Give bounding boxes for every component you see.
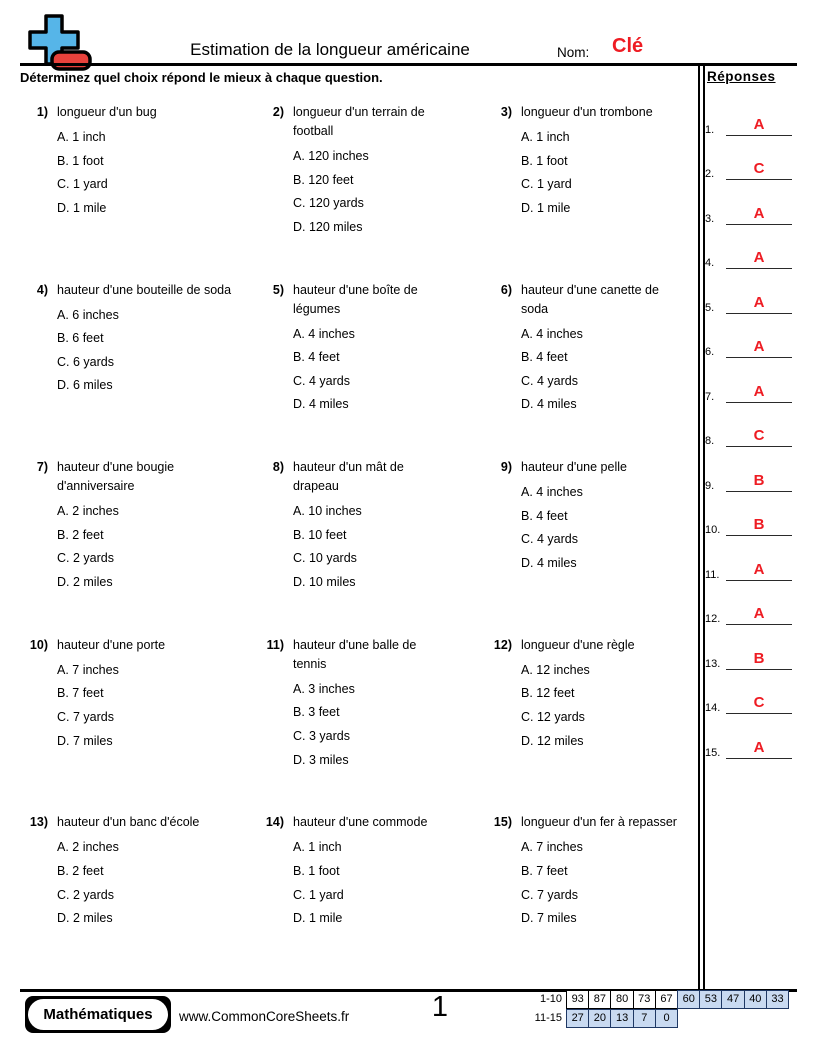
answer-blank-line <box>726 293 792 314</box>
answer-item <box>704 98 795 143</box>
question-block <box>486 630 698 808</box>
answer-letter: B <box>753 649 765 667</box>
question-number: 1) <box>36 105 48 119</box>
question-options <box>521 126 653 220</box>
answer-blank-line <box>726 248 792 269</box>
question-option: C. 2 yards <box>57 887 114 902</box>
question-number: 5) <box>272 282 284 297</box>
question-option: A. 4 inches <box>521 326 583 341</box>
question-option: B. 1 foot <box>57 153 104 168</box>
question-number: 13) <box>29 815 48 830</box>
question-option: A. 10 inches <box>293 504 362 519</box>
answer-item <box>704 143 795 188</box>
question-option: C. 3 yards <box>293 728 350 743</box>
question-block <box>486 452 698 630</box>
answer-letter: A <box>753 204 765 222</box>
question-option: D. 7 miles <box>521 911 577 926</box>
score-cell: 87 <box>588 990 611 1009</box>
question-option: A. 7 inches <box>521 840 583 855</box>
question-option: B. 10 feet <box>293 527 347 542</box>
answer-number: 7. <box>705 390 715 403</box>
question-text: hauteur d'une bougie d'anniversaire <box>57 460 175 494</box>
answer-letter: C <box>753 160 765 177</box>
question-option: A. 6 inches <box>57 307 119 322</box>
answer-blank-line <box>726 693 792 714</box>
question-number: 12) <box>493 637 512 652</box>
question-body <box>521 636 635 808</box>
answer-item <box>704 232 795 277</box>
answer-letter: A <box>753 115 765 133</box>
answer-number: 15. <box>705 746 721 759</box>
question-row <box>22 630 698 808</box>
question-block <box>258 452 486 630</box>
question-text: hauteur d'une bouteille de soda <box>57 282 232 297</box>
answer-number: 3. <box>705 212 715 225</box>
question-body <box>57 636 165 808</box>
answer-letter: C <box>753 427 765 444</box>
score-cell: 13 <box>610 1009 633 1028</box>
question-body <box>293 458 451 630</box>
question-option: D. 3 miles <box>293 752 349 767</box>
score-cell: 33 <box>766 990 789 1009</box>
question-option: D. 12 miles <box>521 733 584 748</box>
answer-item <box>704 410 795 455</box>
question-option: B. 7 feet <box>521 863 568 878</box>
question-option: C. 120 yards <box>293 196 364 211</box>
question-text: longueur d'un fer à repasser <box>521 815 677 830</box>
answer-item <box>704 499 795 544</box>
question-option: B. 12 feet <box>521 686 575 701</box>
question-options <box>293 678 451 772</box>
name-label: Nom: <box>557 45 590 60</box>
question-body <box>521 458 627 630</box>
header-divider <box>20 63 797 66</box>
question-options <box>293 145 451 239</box>
question-row <box>22 97 698 275</box>
question-option: B. 3 feet <box>293 705 340 720</box>
question-options <box>57 836 199 930</box>
answer-letter: A <box>753 605 765 622</box>
question-options <box>57 304 231 398</box>
answer-number: 2. <box>705 168 715 180</box>
question-block <box>258 807 486 985</box>
answer-blank-line <box>726 337 792 358</box>
question-option: D. 120 miles <box>293 219 363 234</box>
question-option: B. 1 foot <box>521 153 568 168</box>
page-number: 1 <box>431 991 449 1023</box>
question-option: D. 7 miles <box>57 733 113 748</box>
score-cell: 40 <box>744 990 767 1009</box>
question-number: 6) <box>500 282 512 297</box>
answer-letter: A <box>753 249 765 266</box>
score-cell: 47 <box>721 990 744 1009</box>
answers-list <box>704 98 795 766</box>
score-row-label: 1-10 <box>539 993 562 1005</box>
answer-letter: B <box>753 516 765 533</box>
score-row <box>520 1009 789 1028</box>
question-option: C. 4 yards <box>293 373 350 388</box>
score-cells <box>566 990 789 1009</box>
question-option: A. 120 inches <box>293 149 369 163</box>
question-option: A. 1 inch <box>521 130 570 144</box>
answer-number: 5. <box>705 301 715 314</box>
score-cell: 7 <box>633 1009 656 1028</box>
score-table <box>520 990 789 1028</box>
question-option: A. 3 inches <box>293 681 355 696</box>
score-cell: 80 <box>610 990 633 1009</box>
question-number: 9) <box>500 460 512 475</box>
answer-number: 8. <box>705 435 715 447</box>
question-options <box>521 659 635 753</box>
question-options <box>521 481 627 575</box>
answer-item <box>704 588 795 633</box>
question-option: D. 4 miles <box>521 555 577 570</box>
question-block <box>22 275 258 453</box>
question-block <box>22 630 258 808</box>
question-option: D. 6 miles <box>57 378 113 393</box>
answer-number: 12. <box>705 613 721 625</box>
question-text: hauteur d'une pelle <box>521 460 627 475</box>
question-option: B. 2 feet <box>57 527 104 542</box>
question-option: C. 6 yards <box>57 354 114 369</box>
answer-blank-line <box>726 426 792 447</box>
answer-blank-line <box>726 515 792 536</box>
question-text: hauteur d'une commode <box>293 815 428 830</box>
question-number: 7) <box>36 460 48 475</box>
answer-item <box>704 677 795 722</box>
question-option: C. 4 yards <box>521 373 578 388</box>
answer-blank-line <box>726 204 792 225</box>
score-cell: 20 <box>588 1009 611 1028</box>
question-option: B. 4 feet <box>521 350 568 365</box>
question-option: C. 1 yard <box>521 177 572 192</box>
question-options <box>293 323 451 417</box>
question-body <box>521 103 653 275</box>
question-block <box>258 630 486 808</box>
answer-blank-line <box>726 471 792 492</box>
subject-badge-label: Mathématiques <box>28 999 168 1030</box>
question-block <box>486 275 698 453</box>
question-option: A. 1 inch <box>57 130 106 144</box>
question-block <box>258 275 486 453</box>
score-cell: 60 <box>677 990 700 1009</box>
question-text: hauteur d'une boîte de légumes <box>293 282 418 316</box>
question-option: C. 10 yards <box>293 551 357 566</box>
question-body <box>293 636 451 808</box>
score-row <box>520 990 789 1009</box>
score-cell: 0 <box>655 1009 678 1028</box>
answer-item <box>704 365 795 410</box>
question-number: 15) <box>493 815 512 830</box>
answer-letter: B <box>753 471 765 489</box>
question-option: A. 4 inches <box>293 326 355 341</box>
score-cell: 27 <box>566 1009 589 1028</box>
question-option: A. 2 inches <box>57 840 119 855</box>
score-row-label: 11-15 <box>534 1012 562 1024</box>
question-block <box>22 807 258 985</box>
question-block <box>22 452 258 630</box>
score-cell: 67 <box>655 990 678 1009</box>
question-number: 8) <box>272 460 284 475</box>
question-option: C. 1 yard <box>293 887 344 902</box>
question-row <box>22 807 698 985</box>
score-cell: 53 <box>699 990 722 1009</box>
answer-item <box>704 276 795 321</box>
name-value: Clé <box>612 35 644 57</box>
question-number: 3) <box>500 105 512 119</box>
question-number: 14) <box>265 815 284 830</box>
question-body <box>57 281 231 453</box>
answer-number: 11. <box>705 568 720 581</box>
answer-item <box>704 321 795 366</box>
answer-number: 13. <box>705 657 721 670</box>
question-row <box>22 452 698 630</box>
question-body <box>293 281 451 453</box>
answer-letter: A <box>753 293 765 311</box>
subject-badge <box>25 996 171 1033</box>
question-option: B. 6 feet <box>57 331 104 346</box>
score-cell: 93 <box>566 990 589 1009</box>
question-text: longueur d'un trombone <box>521 105 653 119</box>
question-option: D. 2 miles <box>57 911 113 926</box>
answer-item <box>704 632 795 677</box>
answer-letter: A <box>753 738 765 756</box>
question-body <box>57 103 157 275</box>
website-url: www.CommonCoreSheets.fr <box>179 1009 350 1024</box>
question-text: longueur d'un terrain de football <box>293 105 425 138</box>
question-number: 11) <box>266 637 284 652</box>
answer-number: 9. <box>705 479 715 492</box>
answer-item <box>704 721 795 766</box>
question-text: hauteur d'une porte <box>57 637 166 652</box>
question-text: hauteur d'une balle de tennis <box>293 637 417 671</box>
answer-letter: C <box>753 694 765 711</box>
question-number: 2) <box>272 105 284 119</box>
question-option: D. 1 mile <box>57 200 107 215</box>
answer-blank-line <box>726 115 792 136</box>
answer-item <box>704 454 795 499</box>
question-option: A. 12 inches <box>521 662 590 677</box>
question-option: A. 1 inch <box>293 840 342 855</box>
question-option: D. 4 miles <box>293 397 349 412</box>
answer-number: 14. <box>705 702 721 714</box>
question-option: B. 1 foot <box>293 863 340 878</box>
answer-letter: A <box>753 382 765 400</box>
question-options <box>57 500 245 594</box>
answer-number: 10. <box>705 524 721 536</box>
question-option: D. 1 mile <box>521 200 571 215</box>
question-text: longueur d'un bug <box>57 105 157 119</box>
question-options <box>293 836 427 930</box>
instruction-text: Déterminez quel choix répond le mieux à chaque question. <box>20 70 383 85</box>
question-option: C. 1 yard <box>57 177 108 192</box>
question-option: B. 2 feet <box>57 863 104 878</box>
question-options <box>521 836 677 930</box>
question-option: D. 2 miles <box>57 574 113 589</box>
question-body <box>293 813 427 985</box>
question-text: longueur d'une règle <box>521 637 635 652</box>
question-option: C. 7 yards <box>521 887 578 902</box>
questions-grid <box>22 97 698 985</box>
page-title: Estimation de la longueur américaine <box>190 40 470 59</box>
logo-minus-shape <box>52 52 90 69</box>
answer-blank-line <box>726 649 792 670</box>
question-options <box>57 659 165 753</box>
answer-blank-line <box>726 604 792 625</box>
answer-blank-line <box>726 382 792 403</box>
question-body <box>521 281 685 453</box>
question-number: 4) <box>36 282 48 297</box>
answer-item <box>704 543 795 588</box>
score-cell: 73 <box>633 990 656 1009</box>
question-option: A. 7 inches <box>57 662 119 677</box>
question-body <box>57 813 199 985</box>
answer-blank-line <box>726 159 792 180</box>
question-option: C. 12 yards <box>521 709 585 724</box>
answer-number: 6. <box>705 346 715 358</box>
answer-item <box>704 187 795 232</box>
question-body <box>521 813 677 985</box>
question-text: hauteur d'un banc d'école <box>57 815 200 830</box>
answer-blank-line <box>726 738 792 759</box>
question-options <box>57 126 157 220</box>
question-option: D. 10 miles <box>293 574 356 589</box>
score-cells <box>566 1009 678 1028</box>
question-option: D. 1 mile <box>293 911 343 926</box>
question-block <box>22 97 258 275</box>
question-options <box>293 500 451 594</box>
question-options <box>521 323 685 417</box>
question-option: D. 4 miles <box>521 397 577 412</box>
answer-number: 4. <box>705 257 715 269</box>
question-number: 10) <box>29 637 48 652</box>
answer-letter: A <box>753 338 765 355</box>
question-row <box>22 275 698 453</box>
question-option: A. 4 inches <box>521 485 583 500</box>
answers-panel-title: Réponses <box>707 69 776 84</box>
question-option: B. 4 feet <box>293 350 340 365</box>
question-block <box>486 97 698 275</box>
question-block <box>486 807 698 985</box>
question-option: C. 2 yards <box>57 551 114 566</box>
answer-letter: A <box>753 560 765 578</box>
question-body <box>293 103 451 275</box>
question-option: C. 4 yards <box>521 532 578 547</box>
question-text: hauteur d'un mât de drapeau <box>293 460 404 494</box>
question-body <box>57 458 245 630</box>
question-option: B. 4 feet <box>521 508 568 523</box>
answer-number: 1. <box>705 123 715 136</box>
question-option: B. 120 feet <box>293 172 354 187</box>
question-option: B. 7 feet <box>57 686 104 701</box>
answer-blank-line <box>726 560 792 581</box>
question-option: A. 2 inches <box>57 504 119 519</box>
question-option: C. 7 yards <box>57 709 114 724</box>
question-block <box>258 97 486 275</box>
question-text: hauteur d'une canette de soda <box>521 282 659 316</box>
